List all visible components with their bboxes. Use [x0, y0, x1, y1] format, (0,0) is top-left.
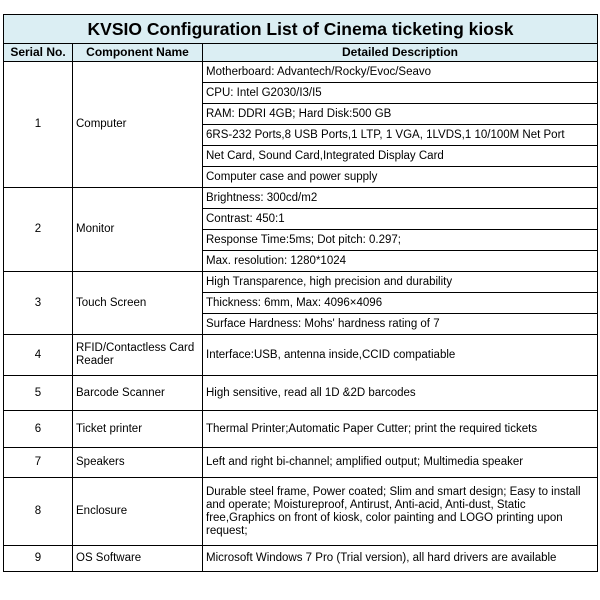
description-cell: High Transparence, high precision and durability [203, 272, 598, 293]
description-cell: High sensitive, read all 1D &2D barcodes [203, 376, 598, 411]
description-cell: Response Time:5ms; Dot pitch: 0.297; [203, 230, 598, 251]
table-row [4, 376, 598, 411]
serial-cell: 4 [4, 335, 73, 376]
description-cell: CPU: Intel G2030/I3/I5 [203, 83, 598, 104]
serial-cell: 6 [4, 411, 73, 448]
component-cell: Monitor [73, 188, 203, 272]
component-cell: Barcode Scanner [73, 376, 203, 411]
description-cell: Microsoft Windows 7 Pro (Trial version), all hard drivers are available [203, 546, 598, 572]
serial-cell: 9 [4, 546, 73, 572]
serial-cell: 3 [4, 272, 73, 335]
description-cell: 6RS-232 Ports,8 USB Ports,1 LTP, 1 VGA, 1LVDS,1 10/100M Net Port [203, 125, 598, 146]
description-cell: Brightness: 300cd/m2 [203, 188, 598, 209]
component-cell: OS Software [73, 546, 203, 572]
description-cell: Contrast: 450:1 [203, 209, 598, 230]
component-cell: RFID/Contactless Card Reader [73, 335, 203, 376]
description-cell: Thickness: 6mm, Max: 4096×4096 [203, 293, 598, 314]
serial-cell: 8 [4, 478, 73, 546]
description-cell: Computer case and power supply [203, 167, 598, 188]
description-cell: Left and right bi-channel; amplified output; Multimedia speaker [203, 448, 598, 478]
header-component: Component Name [73, 44, 203, 62]
serial-cell: 5 [4, 376, 73, 411]
table-row [4, 335, 598, 376]
description-cell: Thermal Printer;Automatic Paper Cutter; print the required tickets [203, 411, 598, 448]
table-row [4, 62, 598, 83]
table-row [4, 478, 598, 546]
table-row [4, 272, 598, 293]
description-cell: Net Card, Sound Card,Integrated Display Card [203, 146, 598, 167]
table-row [4, 546, 598, 572]
serial-cell: 2 [4, 188, 73, 272]
description-cell: Max. resolution: 1280*1024 [203, 251, 598, 272]
component-cell: Computer [73, 62, 203, 188]
header-description: Detailed Description [203, 44, 598, 62]
table-row [4, 411, 598, 448]
serial-cell: 1 [4, 62, 73, 188]
component-cell: Ticket printer [73, 411, 203, 448]
description-cell: Interface:USB, antenna inside,CCID compatiable [203, 335, 598, 376]
table-row [4, 448, 598, 478]
description-cell: RAM: DDRI 4GB; Hard Disk:500 GB [203, 104, 598, 125]
description-cell: Durable steel frame, Power coated; Slim and smart design; Easy to install and operate; Moistureproof, Antirust, Anti-acid, Anti-dust, Static free,Graphics on front of kiosk, color painting and LOGO printing upon request; [203, 478, 598, 546]
component-cell: Speakers [73, 448, 203, 478]
table-title: KVSIO Configuration List of Cinema ticketing kiosk [4, 15, 598, 44]
config-table-wrapper [3, 14, 597, 572]
component-cell: Touch Screen [73, 272, 203, 335]
header-serial: Serial No. [4, 44, 73, 62]
component-cell: Enclosure [73, 478, 203, 546]
config-table [3, 14, 598, 572]
description-cell: Surface Hardness: Mohs' hardness rating of 7 [203, 314, 598, 335]
serial-cell: 7 [4, 448, 73, 478]
description-cell: Motherboard: Advantech/Rocky/Evoc/Seavo [203, 62, 598, 83]
table-row [4, 188, 598, 209]
